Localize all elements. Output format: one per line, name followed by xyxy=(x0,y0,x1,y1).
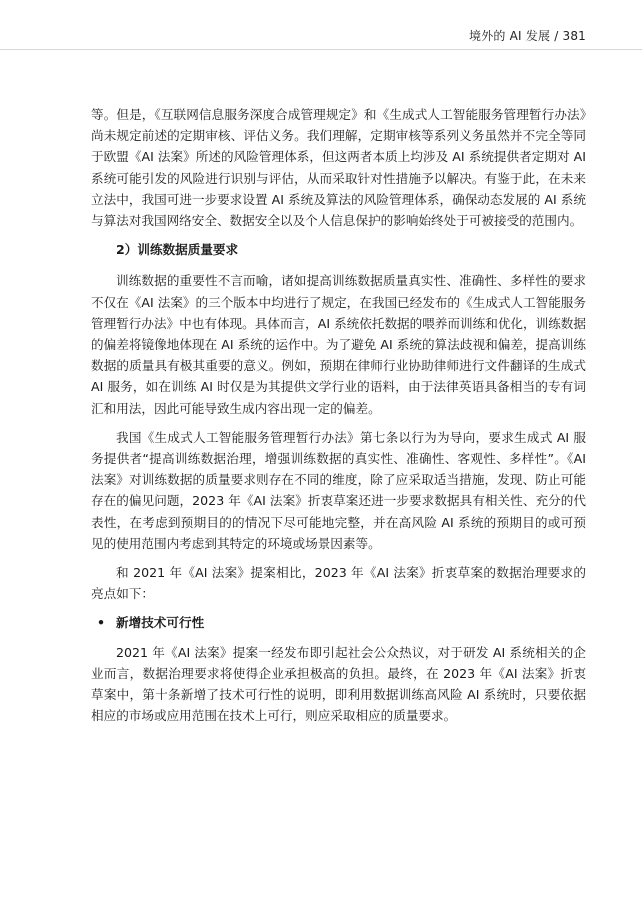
paragraph-highlights-intro: 和 2021 年《AI 法案》提案相比，2023 年《AI 法案》折衷草案的数据治理要求的亮点如下： xyxy=(91,565,586,602)
header-divider xyxy=(0,49,642,50)
running-header: 境外的 AI 发展 / 381 xyxy=(469,29,586,43)
bullet-body-paragraph: 2021 年《AI 法案》提案一经发布即引起社会公众热议，对于研发 AI 系统相关的企业而言，数据治理要求将使得企业承担极高的负担。最终，在 2023 年《AI 法案》折衷草案中，第十条新增了技术可行性的说明，即利用数据训练高风险 AI 系统时，只要依据相应的市场或应用范围在技术上可行，则应采取相应的质量要求。 xyxy=(91,644,586,724)
section-subheading xyxy=(91,239,586,260)
paragraph-training-data: 训练数据的重要性不言而喻，诸如提高训练数据质量真实性、准确性、多样性的要求不仅在《AI 法案》的三个版本中均进行了规定，在我国已经发布的《生成式人工智能服务管理暂行办法》中也有体现。具体而言，AI 系统依托数据的喂养而训练和优化，训练数据的偏差将镜像地体现在 AI 系统的运作中。为了避免 AI 系统的算法歧视和偏差，提高训练数据的质量具有极其重要的意义。例如，预期在律师行业协助律师进行文件翻译的生成式 AI 服务，如在训练 AI 时仅是为其提供文学行业的语料，由于法律英语具备相当的专有词汇和用法，因此可能导致生成内容出现一定的偏差。 xyxy=(91,273,586,416)
subheading-text: 2）训练数据质量要求 xyxy=(116,242,239,258)
page-body xyxy=(91,104,586,734)
paragraph-china-measures: 我国《生成式人工智能服务管理暂行办法》第七条以行为为导向，要求生成式 AI 服务提供者“提高训练数据治理，增强训练数据的真实性、准确性、客观性、多样性”。《AI 法案》对训练数据的质量要求则存在不同的维度，除了应采取适当措施，发现、防止可能存在的偏见问题，2023 年《AI 法案》折衷草案还进一步要求数据具有相关性、充分的代表性，在考虑到预期目的的情况下尽可能地完整，并在高风险 AI 系统的预期目的或可预见的使用范围内考虑到其特定的环境或场景因素等。 xyxy=(91,429,586,551)
paragraph-continuation: 等。但是，《互联网信息服务深度合成管理规定》和《生成式人工智能服务管理暂行办法》尚未规定前述的定期审核、评估义务。我们理解，定期审核等系列义务虽然并不完全等同于欧盟《AI 法案》所述的风险管理体系，但这两者本质上均涉及 AI 系统提供者定期对 AI 系统可能引发的风险进行识别与评估，从而采取针对性措施予以解决。有鉴于此，在未来立法中，我国可进一步要求设置 AI 系统及算法的风险管理体系，确保动态发展的 AI 系统与算法对我国网络安全、数据安全以及个人信息保护的影响始终处于可被接受的范围内。 xyxy=(91,107,586,229)
bullet-title: 新增技术可行性 xyxy=(116,615,205,631)
bullet-item xyxy=(91,612,586,633)
bullet-dot-icon: • xyxy=(97,615,106,631)
